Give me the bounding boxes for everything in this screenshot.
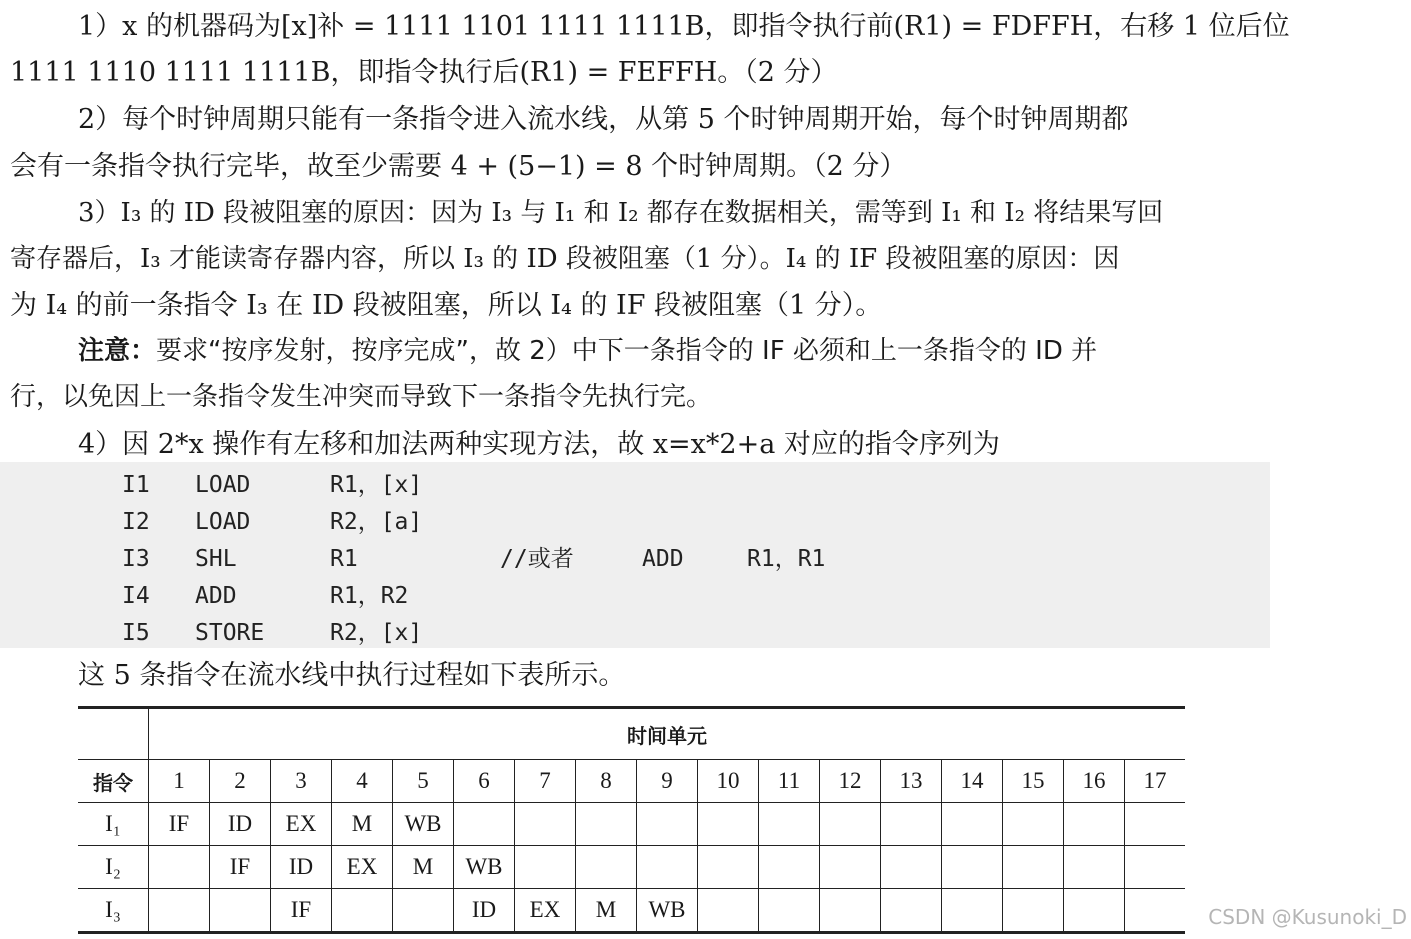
stage-cell (210, 889, 271, 933)
time-col-header: 8 (576, 760, 637, 803)
time-col-header: 10 (698, 760, 759, 803)
code-alt-args: R1，R1 (747, 546, 826, 572)
stage-cell: ID (271, 846, 332, 889)
stage-cell (576, 846, 637, 889)
time-col-header: 6 (454, 760, 515, 803)
stage-cell: M (393, 846, 454, 889)
corner-cell (78, 708, 149, 760)
time-col-header: 1 (149, 760, 210, 803)
stage-cell (454, 803, 515, 846)
stage-cell (942, 846, 1003, 889)
time-col-header: 13 (881, 760, 942, 803)
code-alt-op: ADD (642, 546, 684, 572)
stage-cell: WB (454, 846, 515, 889)
stage-cell (942, 889, 1003, 933)
stage-cell: ID (454, 889, 515, 933)
stage-cell: ID (210, 803, 271, 846)
time-header-row (78, 708, 1185, 760)
time-col-header: 15 (1003, 760, 1064, 803)
table-row (78, 803, 1185, 846)
stage-cell (881, 889, 942, 933)
time-col-header: 5 (393, 760, 454, 803)
time-col-header: 7 (515, 760, 576, 803)
time-col-header: 12 (820, 760, 881, 803)
code-id: I5 (122, 620, 150, 646)
stage-cell: EX (271, 803, 332, 846)
code-args: R2，[a] (330, 509, 423, 535)
stage-cell (637, 803, 698, 846)
paragraph-2b: 会有一条指令执行完毕，故至少需要 4 + (5−1) = 8 个时钟周期。（2 分） (10, 151, 907, 182)
stage-cell (1003, 803, 1064, 846)
stage-cell: EX (515, 889, 576, 933)
stage-cell (698, 846, 759, 889)
code-block (0, 462, 1270, 648)
stage-cell (820, 846, 881, 889)
watermark: CSDN @Kusunoki_D (1208, 905, 1407, 929)
code-id: I3 (122, 546, 150, 572)
stage-cell (515, 846, 576, 889)
time-header: 时间单元 (149, 708, 1186, 760)
stage-cell (393, 889, 454, 933)
code-op: LOAD (195, 472, 251, 498)
time-col-header: 17 (1125, 760, 1186, 803)
table-row (78, 889, 1185, 933)
stage-cell (576, 803, 637, 846)
stage-cell: IF (210, 846, 271, 889)
code-op: ADD (195, 583, 237, 609)
time-col-header: 3 (271, 760, 332, 803)
code-op: LOAD (195, 509, 251, 535)
time-col-header: 9 (637, 760, 698, 803)
stage-cell: IF (271, 889, 332, 933)
stage-cell (1064, 889, 1125, 933)
stage-cell (881, 846, 942, 889)
stage-cell: IF (149, 803, 210, 846)
note-label: 注意： (78, 336, 157, 366)
stage-cell (1064, 803, 1125, 846)
stage-cell (637, 846, 698, 889)
stage-cell: WB (637, 889, 698, 933)
stage-cell: M (332, 803, 393, 846)
code-args: R2，[x] (330, 620, 423, 646)
paragraph-3b: 寄存器后，I₃ 才能读寄存器内容，所以 I₃ 的 ID 段被阻塞（1 分）。I₄ 的 IF 段被阻塞的原因：因 (10, 244, 1120, 274)
code-args: R1，[x] (330, 472, 423, 498)
note-line-1 (78, 334, 1097, 368)
code-op: SHL (195, 546, 237, 572)
table-intro: 这 5 条指令在流水线中执行过程如下表所示。 (78, 660, 626, 691)
code-op: STORE (195, 620, 265, 646)
note-text-1: 要求“按序发射，按序完成”，故 2）中下一条指令的 IF 必须和上一条指令的 ID 并 (156, 336, 1098, 366)
stage-cell (759, 846, 820, 889)
stage-cell (1003, 889, 1064, 933)
stage-cell (515, 803, 576, 846)
stage-cell (1125, 803, 1186, 846)
stage-cell: M (576, 889, 637, 933)
code-id: I1 (122, 472, 150, 498)
column-header-row (78, 760, 1185, 803)
stage-cell (149, 846, 210, 889)
code-id: I2 (122, 509, 150, 535)
code-args: R1 (330, 546, 358, 572)
time-col-header: 16 (1064, 760, 1125, 803)
stage-cell (698, 803, 759, 846)
code-args: R1，R2 (330, 583, 409, 609)
time-col-header: 2 (210, 760, 271, 803)
pipeline-table (78, 706, 1185, 934)
stage-cell (820, 889, 881, 933)
paragraph-3c: 为 I₄ 的前一条指令 I₃ 在 ID 段被阻塞，所以 I₄ 的 IF 段被阻塞（1 分）。 (10, 290, 883, 321)
time-col-header: 4 (332, 760, 393, 803)
note-line-2: 行，以免因上一条指令发生冲突而导致下一条指令先执行完。 (10, 382, 713, 412)
paragraph-1a: 1）x 的机器码为[x]补 = 1111 1101 1111 1111B，即指令执行前(R1) = FDFFH，右移 1 位后位 (78, 11, 1290, 42)
time-col-header: 11 (759, 760, 820, 803)
stage-cell (820, 803, 881, 846)
code-id: I4 (122, 583, 150, 609)
paragraph-1b: 1111 1110 1111 1111B，即指令执行后(R1) = FEFFH。（2 分） (10, 57, 838, 88)
stage-cell (149, 889, 210, 933)
stage-cell (1125, 889, 1186, 933)
stage-cell (1003, 846, 1064, 889)
stage-cell (942, 803, 1003, 846)
paragraph-2a: 2）每个时钟周期只能有一条指令进入流水线，从第 5 个时钟周期开始，每个时钟周期都 (78, 104, 1129, 135)
time-col-header: 14 (942, 760, 1003, 803)
stage-cell (759, 803, 820, 846)
stage-cell (1125, 846, 1186, 889)
row-label: I₃ (78, 889, 149, 933)
stage-cell (759, 889, 820, 933)
stage-cell (332, 889, 393, 933)
stage-cell (698, 889, 759, 933)
row-label: I₁ (78, 803, 149, 846)
paragraph-3a: 3）I₃ 的 ID 段被阻塞的原因：因为 I₃ 与 I₁ 和 I₂ 都存在数据相关，需等到 I₁ 和 I₂ 将结果写回 (78, 198, 1164, 228)
stage-cell (881, 803, 942, 846)
stage-cell (1064, 846, 1125, 889)
stage-cell: EX (332, 846, 393, 889)
paragraph-4: 4）因 2*x 操作有左移和加法两种实现方法，故 x=x*2+a 对应的指令序列为 (78, 429, 1000, 460)
code-comment: //或者 (500, 546, 574, 572)
row-label: I₂ (78, 846, 149, 889)
table-row (78, 846, 1185, 889)
instr-header: 指令 (78, 760, 149, 803)
stage-cell: WB (393, 803, 454, 846)
